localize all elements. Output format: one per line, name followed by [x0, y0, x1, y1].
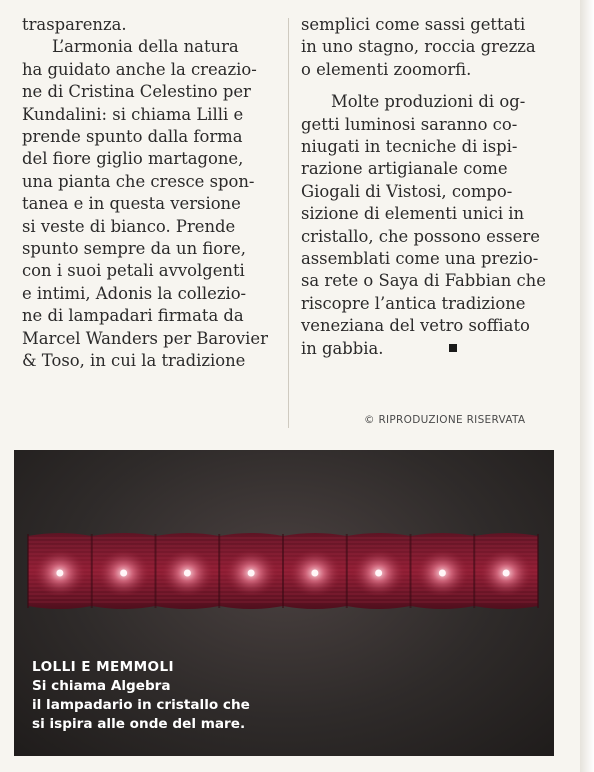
article-line	[22, 328, 280, 350]
light-bulb	[439, 570, 446, 577]
article-line	[22, 148, 280, 170]
caption-line: Si chiama Algebra	[32, 678, 171, 694]
article-line-text: sizione di elementi unici in	[301, 204, 525, 224]
article-line-text: con i suoi petali avvolgenti	[22, 261, 245, 281]
light-bulb	[184, 570, 191, 577]
photo-caption	[32, 658, 250, 734]
article-line	[301, 59, 555, 81]
article-line-text: o elementi zoomorfi.	[301, 59, 472, 79]
article-line-text: del fiore giglio martagone,	[22, 149, 244, 169]
light-bulb	[248, 570, 255, 577]
article-line	[301, 248, 555, 270]
article-line	[301, 270, 555, 292]
article-line	[301, 158, 555, 180]
article-line-text: semplici come sassi gettati	[301, 15, 526, 34]
article-line	[22, 14, 280, 36]
article-line-text: razione artigianale come	[301, 159, 508, 179]
article-line-text: e intimi, Adonis la collezio-	[22, 283, 247, 303]
article-line-text: una pianta che cresce spon-	[22, 171, 255, 191]
article-line-text: ha guidato anche la creazio-	[22, 59, 257, 79]
column-divider	[288, 18, 289, 428]
article-line	[301, 181, 555, 203]
article-line-text: trasparenza.	[22, 15, 127, 34]
article-line	[22, 171, 280, 193]
copyright-notice: © RIPRODUZIONE RISERVATA	[364, 414, 526, 426]
article-line	[301, 114, 555, 136]
article-line	[22, 36, 280, 58]
article-line	[22, 238, 280, 260]
light-bulb	[375, 570, 382, 577]
light-bulb	[120, 570, 127, 577]
caption-title: LOLLI E MEMMOLI	[32, 659, 175, 675]
article-line-text: in uno stagno, roccia grezza	[301, 37, 536, 57]
article-line	[22, 104, 280, 126]
article-line	[301, 338, 555, 360]
article-line-text: sa rete o Saya di Fabbian che	[301, 271, 546, 291]
article-line	[301, 226, 555, 248]
article-line-text: riscopre l’antica tradizione	[301, 293, 526, 313]
article-line-text: si veste di bianco. Prende	[22, 216, 236, 236]
article-line-text: Kundalini: si chiama Lilli e	[22, 104, 244, 124]
article-line	[22, 283, 280, 305]
light-bulb	[311, 570, 318, 577]
article-line	[22, 81, 280, 103]
article-line-text: Molte produzioni di og-	[331, 92, 526, 112]
article-line	[22, 350, 280, 372]
article-line	[22, 216, 280, 238]
caption-line: si ispira alle onde del mare.	[32, 716, 246, 732]
article-line	[301, 315, 555, 337]
article-line	[301, 136, 555, 158]
article-line	[301, 203, 555, 225]
article-line	[301, 36, 555, 58]
article-line-text: L’armonia della natura	[52, 37, 239, 57]
article-line	[22, 126, 280, 148]
article-right-column	[301, 14, 555, 360]
article-line-text: cristallo, che possono essere	[301, 226, 540, 246]
article-line	[22, 193, 280, 215]
article-line-text: prende spunto dalla forma	[22, 127, 243, 147]
article-line-text: in gabbia.	[301, 338, 384, 358]
article-line	[301, 293, 555, 315]
article-line-text: tanea e in questa versione	[22, 194, 241, 214]
article-line-text: spunto sempre da un fiore,	[22, 239, 246, 259]
article-line-text: assemblati come una prezio-	[301, 249, 539, 269]
article-left-column	[22, 14, 280, 373]
chandelier-photo	[14, 450, 554, 756]
end-of-article-mark	[449, 344, 457, 352]
article-line-text: getti luminosi saranno co-	[301, 114, 518, 134]
article-line-text: ne di lampadari firmata da	[22, 306, 244, 326]
light-bulb	[56, 570, 63, 577]
caption-line: il lampadario in cristallo che	[32, 697, 250, 713]
article-line	[22, 260, 280, 282]
light-bulb	[503, 570, 510, 577]
article-line	[301, 14, 555, 36]
article-line-text: & Toso, in cui la tradizione	[22, 351, 246, 371]
article-line-text: veneziana del vetro soffiato	[301, 316, 530, 336]
article-line	[22, 59, 280, 81]
paragraph-gap	[301, 81, 555, 91]
article-line-text: niugati in tecniche di ispi-	[301, 137, 518, 157]
article-line	[22, 305, 280, 327]
article-line-text: ne di Cristina Celestino per	[22, 82, 251, 102]
article-line	[301, 91, 555, 113]
article-line-text: Marcel Wanders per Barovier	[22, 328, 268, 348]
article-line-text: Giogali di Vistosi, compo-	[301, 181, 513, 201]
page-edge	[580, 0, 594, 772]
